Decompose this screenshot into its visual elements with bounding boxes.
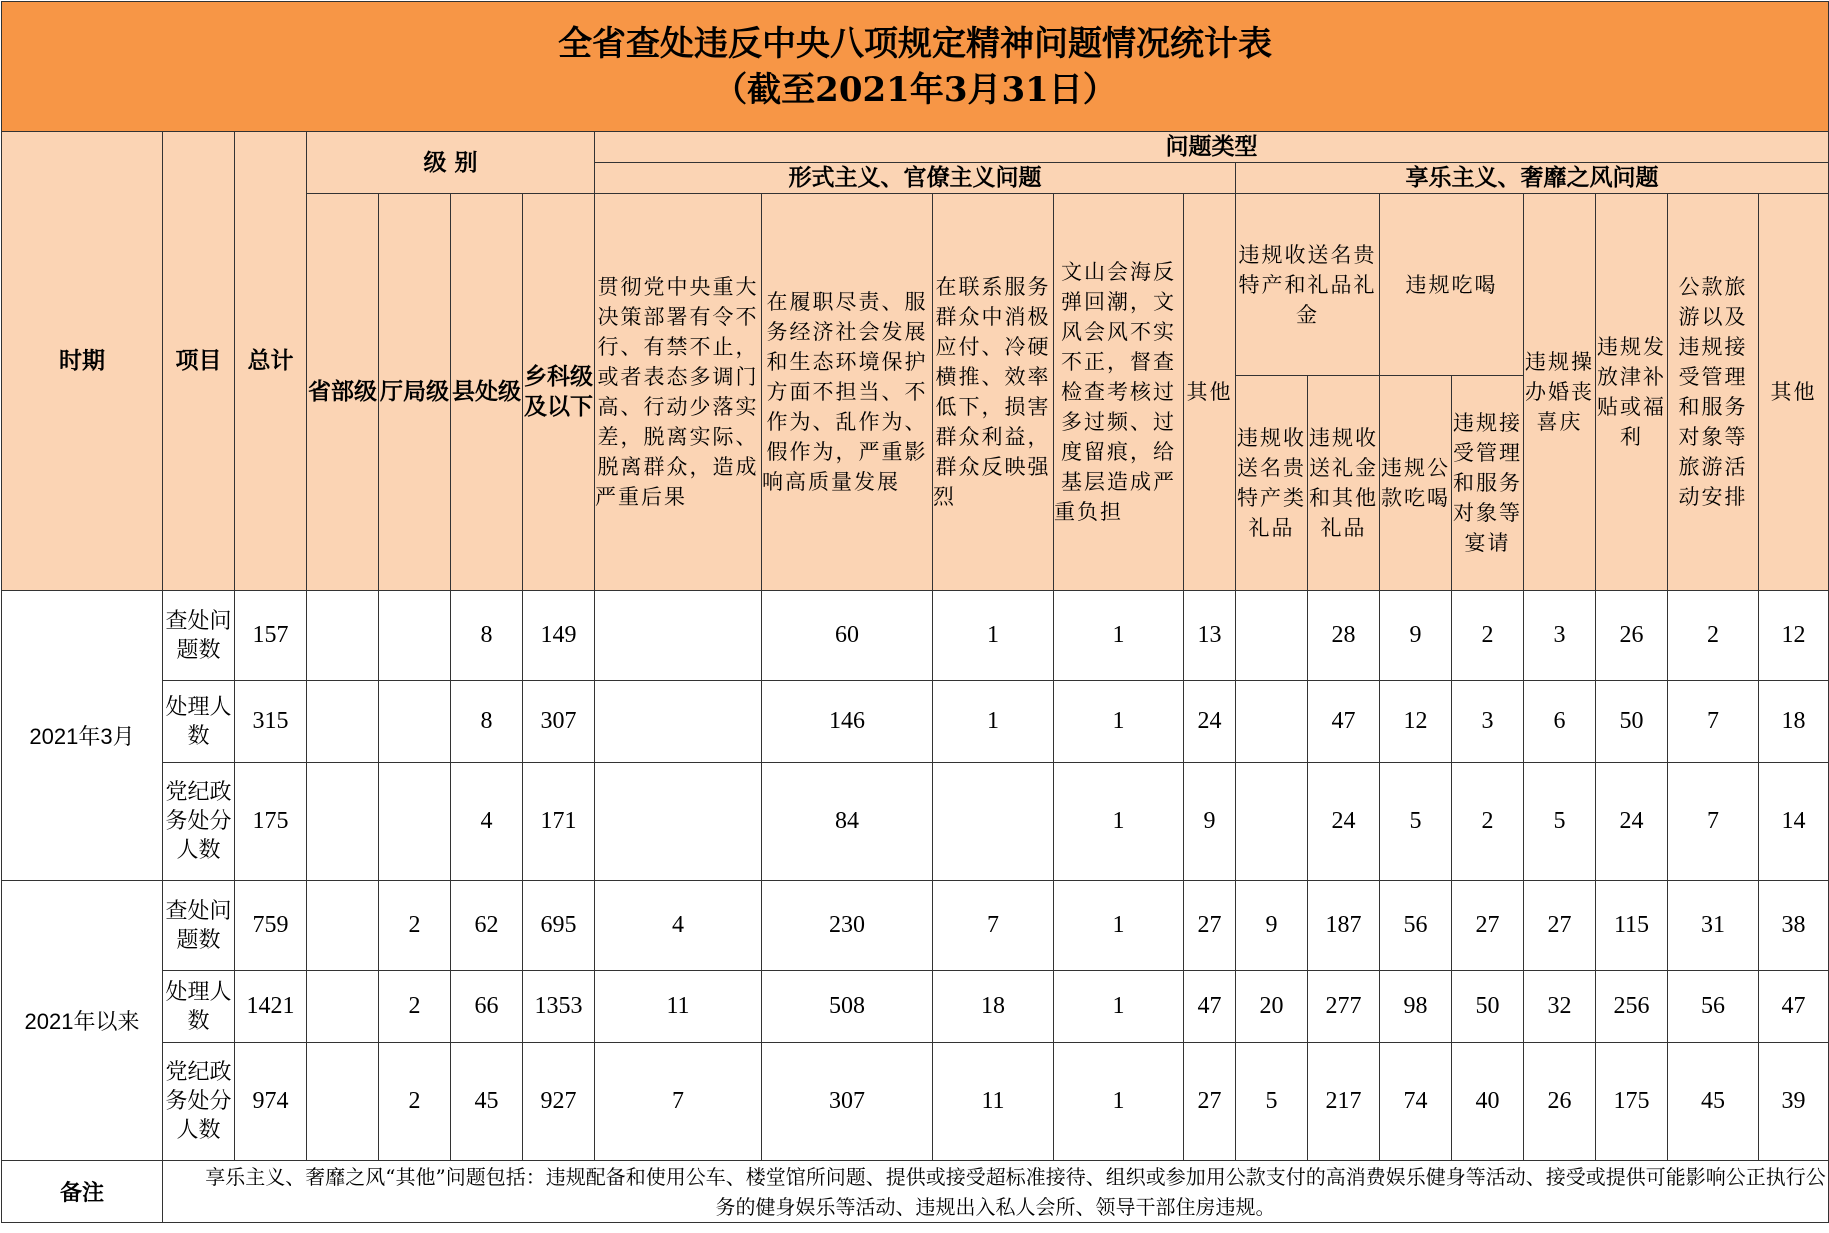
value-cell [307,971,379,1043]
value-cell: 39 [1759,1043,1829,1161]
value-cell: 7 [1668,763,1759,881]
header-formalism-service: 在联系服务群众中消极应付、冷硬横推、效率低下，损害群众利益，群众反映强烈 [933,194,1054,591]
table-row [2,881,1829,971]
value-cell: 256 [1596,971,1668,1043]
value-cell [1236,681,1308,763]
value-cell: 277 [1308,971,1380,1043]
value-cell [595,763,762,881]
value-cell: 26 [1596,591,1668,681]
value-cell: 1 [1054,681,1184,763]
value-cell: 7 [595,1043,762,1161]
value-cell: 12 [1759,591,1829,681]
value-cell: 695 [523,881,595,971]
value-cell: 47 [1308,681,1380,763]
header-allowance: 违规发放津补贴或福利 [1596,194,1668,591]
header-gift-group: 违规收送名贵特产和礼品礼金 [1236,194,1380,376]
value-cell: 66 [451,971,523,1043]
value-cell: 13 [1184,591,1236,681]
value-cell: 4 [451,763,523,881]
value-cell [307,591,379,681]
value-cell [307,763,379,881]
value-cell: 6 [1524,681,1596,763]
value-cell: 9 [1380,591,1452,681]
header-gift-specialty: 违规收送名贵特产类礼品 [1236,376,1308,591]
value-cell: 2 [379,971,451,1043]
value-cell: 20 [1236,971,1308,1043]
value-cell: 759 [235,881,307,971]
value-cell: 40 [1452,1043,1524,1161]
value-cell: 47 [1759,971,1829,1043]
value-cell: 315 [235,681,307,763]
item-cell: 查处问题数 [163,881,235,971]
header-formalism-group: 形式主义、官僚主义问题 [595,163,1236,194]
value-cell: 2 [1452,763,1524,881]
value-cell: 50 [1452,971,1524,1043]
value-cell: 217 [1308,1043,1380,1161]
item-cell: 处理人数 [163,971,235,1043]
header-period: 时期 [2,132,163,591]
table-row [2,971,1829,1043]
value-cell: 28 [1308,591,1380,681]
statistics-table [1,1,1829,1223]
value-cell: 31 [1668,881,1759,971]
value-cell [307,681,379,763]
value-cell: 24 [1184,681,1236,763]
value-cell [595,681,762,763]
value-cell: 5 [1380,763,1452,881]
item-cell: 党纪政务处分人数 [163,1043,235,1161]
header-formalism-meetings: 文山会海反弹回潮，文风会风不实不正，督查检查考核过多过频、过度留痕，给基层造成严重负担 [1054,194,1184,591]
value-cell: 45 [1668,1043,1759,1161]
value-cell: 32 [1524,971,1596,1043]
table-row [2,681,1829,763]
note-row [2,1161,1829,1223]
value-cell: 508 [762,971,933,1043]
value-cell: 1421 [235,971,307,1043]
header-hedonism-other: 其他 [1759,194,1829,591]
note-label: 备注 [2,1161,163,1223]
value-cell: 50 [1596,681,1668,763]
header-hedonism-group: 享乐主义、奢靡之风问题 [1236,163,1829,194]
value-cell [595,591,762,681]
value-cell: 18 [933,971,1054,1043]
value-cell: 14 [1759,763,1829,881]
value-cell: 171 [523,763,595,881]
value-cell: 74 [1380,1043,1452,1161]
item-cell: 查处问题数 [163,591,235,681]
header-item: 项目 [163,132,235,591]
value-cell: 927 [523,1043,595,1161]
value-cell: 3 [1452,681,1524,763]
value-cell: 5 [1236,1043,1308,1161]
value-cell: 1353 [523,971,595,1043]
value-cell: 146 [762,681,933,763]
period-cell: 2021年3月 [2,591,163,881]
value-cell: 230 [762,881,933,971]
value-cell: 56 [1380,881,1452,971]
value-cell: 187 [1308,881,1380,971]
value-cell: 8 [451,591,523,681]
value-cell: 24 [1596,763,1668,881]
value-cell: 5 [1524,763,1596,881]
header-wedding: 违规操办婚丧喜庆 [1524,194,1596,591]
value-cell [1236,763,1308,881]
note-text: 享乐主义、奢靡之风“其他”问题包括：违规配备和使用公车、楼堂馆所问题、提供或接受超标准接待、组织或参加用公款支付的高消费娱乐健身等活动、接受或提供可能影响公正执行公务的健身娱乐等活动、违规出入私人会所、领导干部住房违规。 [163,1161,1829,1223]
title-line-1: 全省查处违反中央八项规定精神问题情况统计表 [558,23,1272,64]
value-cell: 175 [1596,1043,1668,1161]
header-formalism-duty: 在履职尽责、服务经济社会发展和生态环境保护方面不担当、不作为、乱作为、假作为，严重影响高质量发展 [762,194,933,591]
value-cell [1236,591,1308,681]
header-level-township: 乡科级及以下 [523,194,595,591]
value-cell: 62 [451,881,523,971]
value-cell: 974 [235,1043,307,1161]
value-cell: 307 [762,1043,933,1161]
value-cell: 115 [1596,881,1668,971]
value-cell: 7 [933,881,1054,971]
value-cell: 3 [1524,591,1596,681]
value-cell: 84 [762,763,933,881]
header-total: 总计 [235,132,307,591]
header-formalism-other: 其他 [1184,194,1236,591]
value-cell: 1 [933,681,1054,763]
value-cell [379,681,451,763]
title-line-2: （截至2021年3月31日） [713,69,1117,110]
value-cell [933,763,1054,881]
value-cell [379,591,451,681]
header-travel: 公款旅游以及违规接受管理和服务对象等旅游活动安排 [1668,194,1759,591]
value-cell: 149 [523,591,595,681]
header-dining-banquet: 违规接受管理和服务对象等宴请 [1452,376,1524,591]
value-cell: 1 [1054,763,1184,881]
header-level-group: 级 别 [307,132,595,194]
item-cell: 党纪政务处分人数 [163,763,235,881]
value-cell: 27 [1184,1043,1236,1161]
header-level-county: 县处级 [451,194,523,591]
value-cell: 27 [1452,881,1524,971]
value-cell: 1 [1054,971,1184,1043]
value-cell: 11 [595,971,762,1043]
table-title [2,2,1829,132]
value-cell: 47 [1184,971,1236,1043]
value-cell: 1 [1054,1043,1184,1161]
value-cell: 98 [1380,971,1452,1043]
value-cell: 4 [595,881,762,971]
header-level-bureau: 厅局级 [379,194,451,591]
value-cell: 27 [1524,881,1596,971]
header-formalism-decision: 贯彻党中央重大决策部署有令不行、有禁不止，或者表态多调门高、行动少落实差，脱离实际、脱离群众，造成严重后果 [595,194,762,591]
header-level-provincial: 省部级 [307,194,379,591]
value-cell: 9 [1236,881,1308,971]
value-cell: 24 [1308,763,1380,881]
value-cell: 8 [451,681,523,763]
value-cell: 157 [235,591,307,681]
value-cell: 38 [1759,881,1829,971]
value-cell: 2 [379,881,451,971]
table-row [2,1043,1829,1161]
header-gift-money: 违规收送礼金和其他礼品 [1308,376,1380,591]
value-cell: 11 [933,1043,1054,1161]
value-cell: 12 [1380,681,1452,763]
value-cell: 18 [1759,681,1829,763]
value-cell: 26 [1524,1043,1596,1161]
value-cell: 1 [1054,881,1184,971]
value-cell: 2 [1452,591,1524,681]
value-cell: 1 [933,591,1054,681]
value-cell: 175 [235,763,307,881]
value-cell: 56 [1668,971,1759,1043]
value-cell: 307 [523,681,595,763]
header-problem-type: 问题类型 [595,132,1829,163]
value-cell: 2 [379,1043,451,1161]
header-dining-group: 违规吃喝 [1380,194,1524,376]
value-cell: 7 [1668,681,1759,763]
table-row [2,591,1829,681]
value-cell [307,881,379,971]
value-cell [379,763,451,881]
value-cell: 45 [451,1043,523,1161]
value-cell: 2 [1668,591,1759,681]
header-dining-public: 违规公款吃喝 [1380,376,1452,591]
period-cell: 2021年以来 [2,881,163,1161]
value-cell: 9 [1184,763,1236,881]
table-row [2,763,1829,881]
value-cell [307,1043,379,1161]
value-cell: 60 [762,591,933,681]
value-cell: 27 [1184,881,1236,971]
item-cell: 处理人数 [163,681,235,763]
value-cell: 1 [1054,591,1184,681]
